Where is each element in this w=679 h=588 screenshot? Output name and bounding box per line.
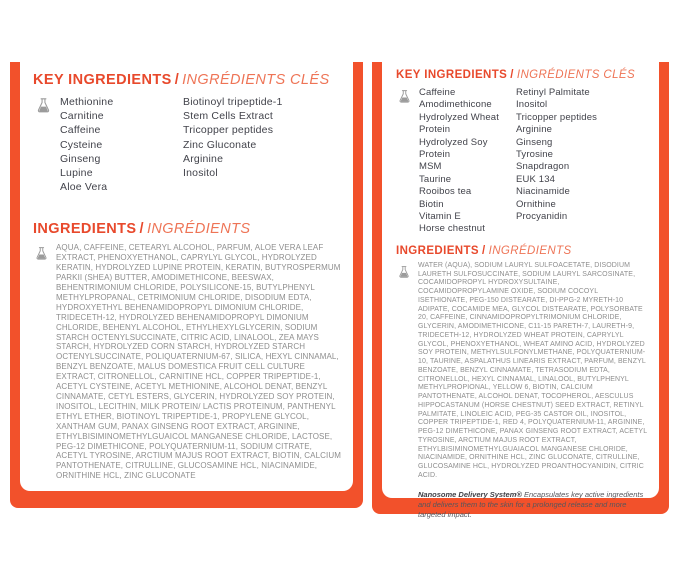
key-ingredient-item: Inositol [183,167,218,180]
left-key-ingredients-block [33,95,345,194]
key-ingredient-item: Snapdragon [516,161,570,173]
key-ingredient-item: Lupine [60,167,93,180]
key-ingredient-item: Hydrolyzed Wheat Protein [419,111,500,136]
key-ingredient-item: EUK 134 [516,173,556,185]
key-ingredient-item: Biotin [419,198,444,210]
key-ingredient-item: Procyanidin [516,211,568,223]
header-text-en: INGREDIENTS [396,244,479,257]
left-key-ingredients-header [33,72,345,88]
flask-icon [34,245,49,262]
flask-icon [35,96,52,115]
key-ingredient-item: Cysteine [60,138,103,151]
header-text-fr: INGRÉDIENTS [488,244,572,257]
key-ingredient-item: Carnitine [60,110,104,123]
key-ingredient-item: Ginseng [60,152,101,165]
key-ingredient-item: Niacinamide [516,186,570,198]
right-key-ingredients-block [396,87,651,236]
key-ingredient-item: Stem Cells Extract [183,110,273,123]
key-ingredient-item: Arginine [516,124,553,136]
header-text-en: KEY INGREDIENTS [396,69,508,81]
right-key-ingredients-header [396,69,651,81]
key-ingredient-item: Hydrolyzed Soy Protein [419,136,488,161]
left-label-frame [10,62,363,508]
header-separator: / [482,244,486,257]
nanosome-note-title: Nanosome Delivery System® [418,489,522,499]
key-ingredient-item: Zinc Gluconate [183,138,257,151]
key-ingredient-item: Retinyl Palmitate [516,87,590,98]
left-ingredients-paragraph: AQUA, CAFFEINE, CETEARYL ALCOHOL, PARFUM, ALOE VERA LEAF EXTRACT, PHENOXYETHANOL, CAPRYLYL GLYCOL, HYDROLYZED KERATIN, HYDROLYZED LUPINE PROTEIN, KERATIN, BUTYROSPERMUM PARKII (SHEA) BUTTER, AMODIMETHICONE, BEESWAX, BEHENTRIMONIUM CHLORIDE, POLYSILICONE-15, BUTYLPHENYL METHYLPROPANAL, CETRIMONIUM CHLORIDE, DISODIUM EDTA, HYDROXYETHYL BEHENAMIDOPROPYL DIMONIUM CHLORIDE, TRIDECETH-12, HYDROLYZED BEHENAMIDOPROPYL DIMONIUM CHLORIDE, BEHENYL ALCOHOL, ETHYLHEXYLGLYCERIN, SODIUM STARCH OCTENYLSUCCINATE, CITRIC ACID, LINALOOL, ZEA MAYS STARCH, HYDROLYZED CORN STARCH, HYDROLYZED STARCH OCTENYLSUCCINATE, POLIQUATERNIUM-67, SILICA, HEXYL CINNAMAL, BENZYL BENZOATE, MALUS DOMESTICA FRUIT CELL CULTURE EXTRACT, CITRONELLOL, CARNITINE HCL, COPPER TRIPEPTIDE-1, ACETYL CYSTEINE, ACETYL METHIONINE, ALCOHOL DENAT, BENZYL CINNAMATE, CETYL ESTERS, GLYCERIN, HYDROLYZED SOY PROTEIN, INOSITOL, LECITHIN, MILK PROTEIN/ LACTIS PROTEINUM, PANTHENYL ETHYL ETHER, BIOTINOYL TRIPEPTIDE-1, PROPYLENE GLYCOL, XANTHAM GUM, PANAX GINSENG ROOT EXTRACT, ARGININE, ETHYLBISIMINOMETHYLGUAICOL MANGANESE CHLORIDE, LACTOSE, PEG-12 DIMETHICONE, POLYQUATERNIUM-11, SODIUM CITRATE, ACETYL TYROSINE, ARCTIUM MAJUS ROOT EXTRACT, BIOTIN, CALCIUM PANTOTHENATE, CITRULLINE, GLUCOSAMINE HCL, NIACINAMIDE, ORNITHINE HCL, ZINC GLUCONATE [56,243,341,481]
key-ingredient-item: MSM [419,161,442,173]
key-ingredient-item: Amodimethicone [419,99,492,111]
right-ingredients-block [396,262,651,481]
key-ingredient-item: Methionine [60,96,114,108]
key-ingredient-item: Ginseng [516,136,553,148]
key-ingredient-item: Rooibos tea [419,186,472,198]
key-ingredient-item: Caffeine [419,87,456,98]
key-ingredient-item: Tricopper peptides [516,111,598,123]
left-key-columns [60,95,283,194]
key-ingredient-item: Horse chestnut [419,223,485,235]
key-ingredient-item: Tyrosine [516,149,554,161]
header-text-fr: INGRÉDIENTS CLÉS [182,72,330,88]
flask-icon [397,264,411,280]
left-ingredients-block [33,243,345,481]
left-key-column-2 [183,95,283,194]
key-ingredient-item: Caffeine [60,124,101,137]
right-key-columns [419,87,636,236]
key-ingredient-item: Vitamin E [419,211,461,223]
right-label-frame [372,62,669,519]
key-ingredient-item: Aloe Vera [60,181,108,194]
right-key-column-1 [419,87,516,236]
key-ingredient-item: Biotinoyl tripeptide-1 [183,96,283,108]
header-separator: / [174,72,180,88]
left-key-column-1 [60,95,183,194]
key-ingredient-item: Inositol [516,99,548,111]
header-text-en: INGREDIENTS [33,221,137,238]
header-separator: / [510,69,514,81]
header-separator: / [139,221,144,238]
nanosome-note-body: Encapsulates key active ingredients and delivers them to the skin for a prolonged release and more targeted impact. [418,489,644,519]
right-ingredients-header [396,245,651,257]
right-key-column-2 [516,87,636,236]
right-label-card [382,62,659,519]
header-text-en: KEY INGREDIENTS [33,72,172,88]
key-ingredient-item: Taurine [419,173,452,185]
header-text-fr: INGRÉDIENTS CLÉS [516,69,636,81]
nanosome-delivery-note [418,490,649,520]
key-ingredient-item: Ornithine [516,198,556,210]
key-ingredient-item: Tricopper peptides [183,124,274,137]
flask-icon [397,88,412,105]
key-ingredient-item: Arginine [183,152,224,165]
right-ingredients-paragraph: WATER (AQUA), SODIUM LAURYL SULFOACETATE, DISODIUM LAURETH SULFOSUCCINATE, SODIUM LAURYL SARCOSINATE, COCAMIDOPROPYL HYDROXYSULTAINE, COCAMIDOPROPYLAMINE OXIDE, SODIUM COCOYL ISETHIONATE, PEG-150 DISTEARATE, DI-PPG-2 MYRETH-10 ADIPATE, COCAMIDE MEA, GLYCOL DISTEARATE, POLYSORBATE 20, CAFFEINE, CINNAMIDOPROPYLTRIMONIUM CHLORIDE, GLYCERIN, AMODIMETHICONE, C11-15 PARETH-7, LAURETH-9, TRIDECETH-12, HYDROLYZED WHEAT PROTEIN, CAPRYLYL GLYCOL, PHENOXYETHANOL, WHEAT AMINO ACID, HYDROLYZED SOY PROTEIN, METHYLSULFONYLMETHANE, POLYQUATERNIUM-10, TAURINE, ASPALATHUS LINEARIS EXTRACT, PARFUM, BENZYL BENZOATE, BENZYL CINNAMATE, TETRASODIUM EDTA, CITRONELLOL, HEXYL CINNAMAL, LINALOOL, BUTYLPHENYL METHYLPROPIONAL, YELLOW 6, BIOTIN, CALCIUM PANTOTHENATE, ALCOHOL DENAT, TOCOPHEROL, AESCULUS HIPPOCASTANUM (HORSE CHESTNUT) SEED EXTRACT, RETINYL PALMITATE, LINOLEIC ACID, PEG-35 CASTOR OIL, INOSITOL, COPPER TRIPEPTIDE-1, RED 4, POLYQUATERNIUM-11, ARGININE, PEG-12 DIMETHICONE, PANAX GINSENG ROOT EXTRACT, ACETYL TYROSINE, ARCTIUM MAJUS ROOT EXTRACT, ETHYLBISIMINOMETHYLGUAIACOL MANGANESE CHLORIDE, NIACINAMIDE, ORNITHINE HCL, ZINC GLUCONATE, CITRULLINE, GLUCOSAMINE HCL, HYDROLYZED PROANTHOCYANIDIN, CITRIC ACID. [418,261,647,479]
left-ingredients-header [33,221,345,237]
left-label-card [20,62,353,491]
header-text-fr: INGRÉDIENTS [146,221,251,238]
